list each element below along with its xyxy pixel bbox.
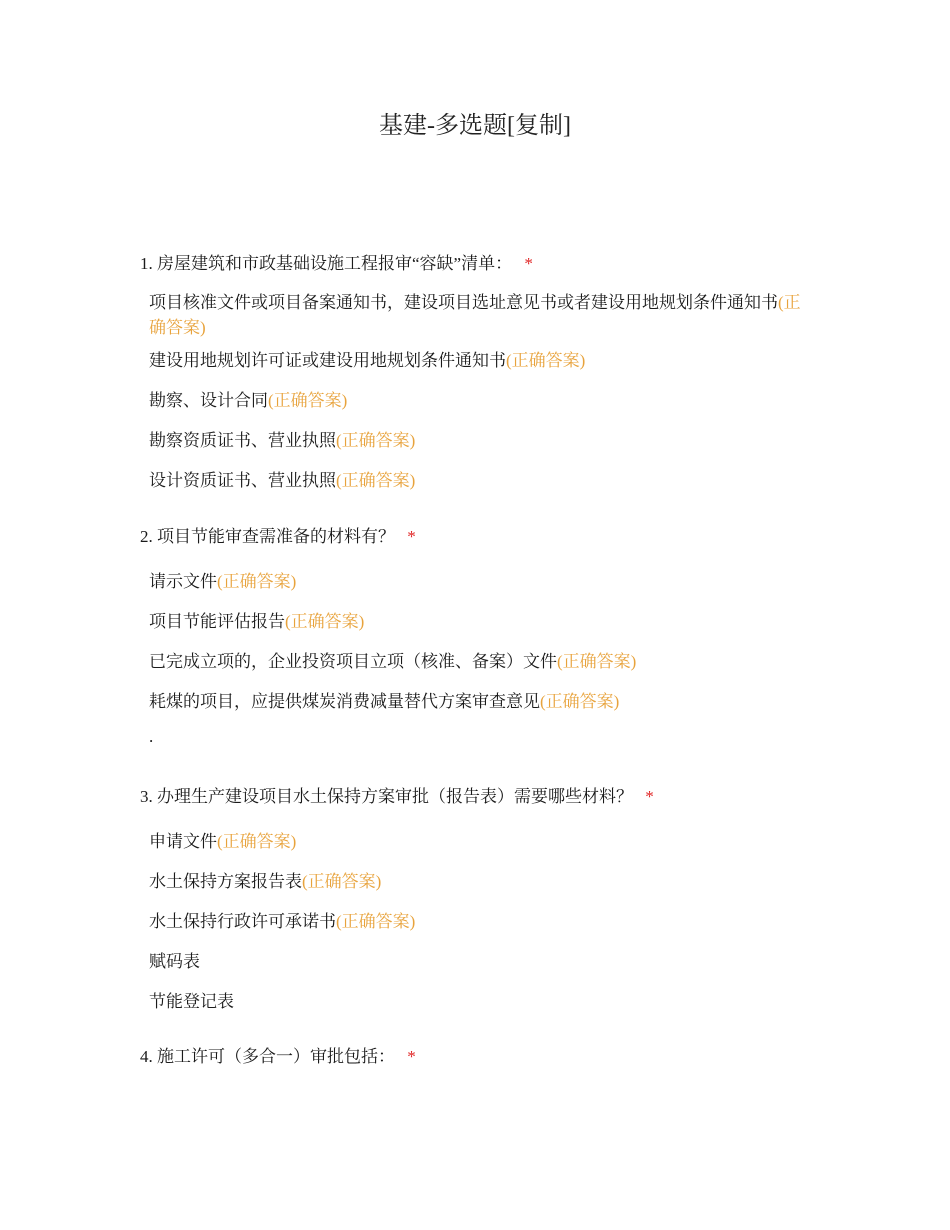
question-1 <box>140 252 840 508</box>
option-text: 设计资质证书、营业执照 <box>149 471 336 490</box>
option[interactable] <box>149 689 809 714</box>
correct-answer-tag: (正确答案) <box>285 612 365 631</box>
required-mark: * <box>407 1047 416 1066</box>
required-mark: * <box>645 787 654 806</box>
correct-answer-tag: (正确答案) <box>540 692 620 711</box>
option[interactable] <box>149 829 809 854</box>
option-text: 申请文件 <box>149 832 217 851</box>
correct-answer-tag: (正确答案) <box>217 832 297 851</box>
correct-answer-tag: (正确答案) <box>506 351 586 370</box>
option[interactable] <box>149 909 809 934</box>
trailing-text: . <box>149 727 154 746</box>
page-title: 基建-多选题[复制] <box>379 113 571 139</box>
option[interactable] <box>149 388 809 413</box>
option-text: 耗煤的项目，应提供煤炭消费减量替代方案审查意见 <box>149 692 540 711</box>
option[interactable] <box>149 989 809 1014</box>
correct-answer-tag: (正确答案) <box>336 471 416 490</box>
option-list <box>149 290 840 493</box>
correct-answer-tag: (正确答案) <box>302 872 382 891</box>
question-text: 项目节能审查需准备的材料有？ <box>157 527 395 546</box>
option[interactable] <box>149 569 809 594</box>
question-text: 房屋建筑和市政基础设施工程报审“容缺”清单： <box>157 254 513 273</box>
option-text: 勘察资质证书、营业执照 <box>149 431 336 450</box>
option-text: 赋码表 <box>149 952 200 971</box>
question-4 <box>140 1045 840 1069</box>
question-title <box>140 525 840 549</box>
option-text: 已完成立项的，企业投资项目立项（核准、备案）文件 <box>149 652 557 671</box>
question-text: 办理生产建设项目水土保持方案审批（报告表）需要哪些材料？ <box>157 787 633 806</box>
question-number: 4. <box>140 1047 153 1066</box>
option[interactable] <box>149 348 809 373</box>
required-mark: * <box>524 254 533 273</box>
correct-answer-tag: (正确答案) <box>336 912 416 931</box>
question-2 <box>140 525 840 747</box>
option-text: 建设用地规划许可证或建设用地规划条件通知书 <box>149 351 506 370</box>
question-title <box>140 785 840 809</box>
option[interactable] <box>149 649 809 674</box>
correct-answer-tag: (正确答案) <box>336 431 416 450</box>
question-number: 1. <box>140 254 153 273</box>
correct-answer-tag: (正确答案) <box>217 572 297 591</box>
option[interactable] <box>149 290 809 340</box>
option[interactable] <box>149 949 809 974</box>
question-number: 3. <box>140 787 153 806</box>
correct-answer-tag: (正确答案) <box>149 293 801 337</box>
question-title <box>140 1045 840 1069</box>
question-title <box>140 252 840 276</box>
option-text: 水土保持方案报告表 <box>149 872 302 891</box>
question-number: 2. <box>140 527 153 546</box>
option-text: 节能登记表 <box>149 992 234 1011</box>
option[interactable] <box>149 869 809 894</box>
option[interactable] <box>149 468 809 493</box>
correct-answer-tag: (正确答案) <box>268 391 348 410</box>
question-text: 施工许可（多合一）审批包括： <box>157 1047 395 1066</box>
correct-answer-tag: (正确答案) <box>557 652 637 671</box>
option-text: 勘察、设计合同 <box>149 391 268 410</box>
option[interactable] <box>149 428 809 453</box>
option-text: 请示文件 <box>149 572 217 591</box>
option-list <box>149 569 840 714</box>
option[interactable] <box>149 609 809 634</box>
required-mark: * <box>407 527 416 546</box>
option-text: 水土保持行政许可承诺书 <box>149 912 336 931</box>
option-text: 项目核准文件或项目备案通知书，建设项目选址意见书或者建设用地规划条件通知书 <box>149 293 778 312</box>
option-text: 项目节能评估报告 <box>149 612 285 631</box>
question-3 <box>140 785 840 1029</box>
option-list <box>149 829 840 1014</box>
